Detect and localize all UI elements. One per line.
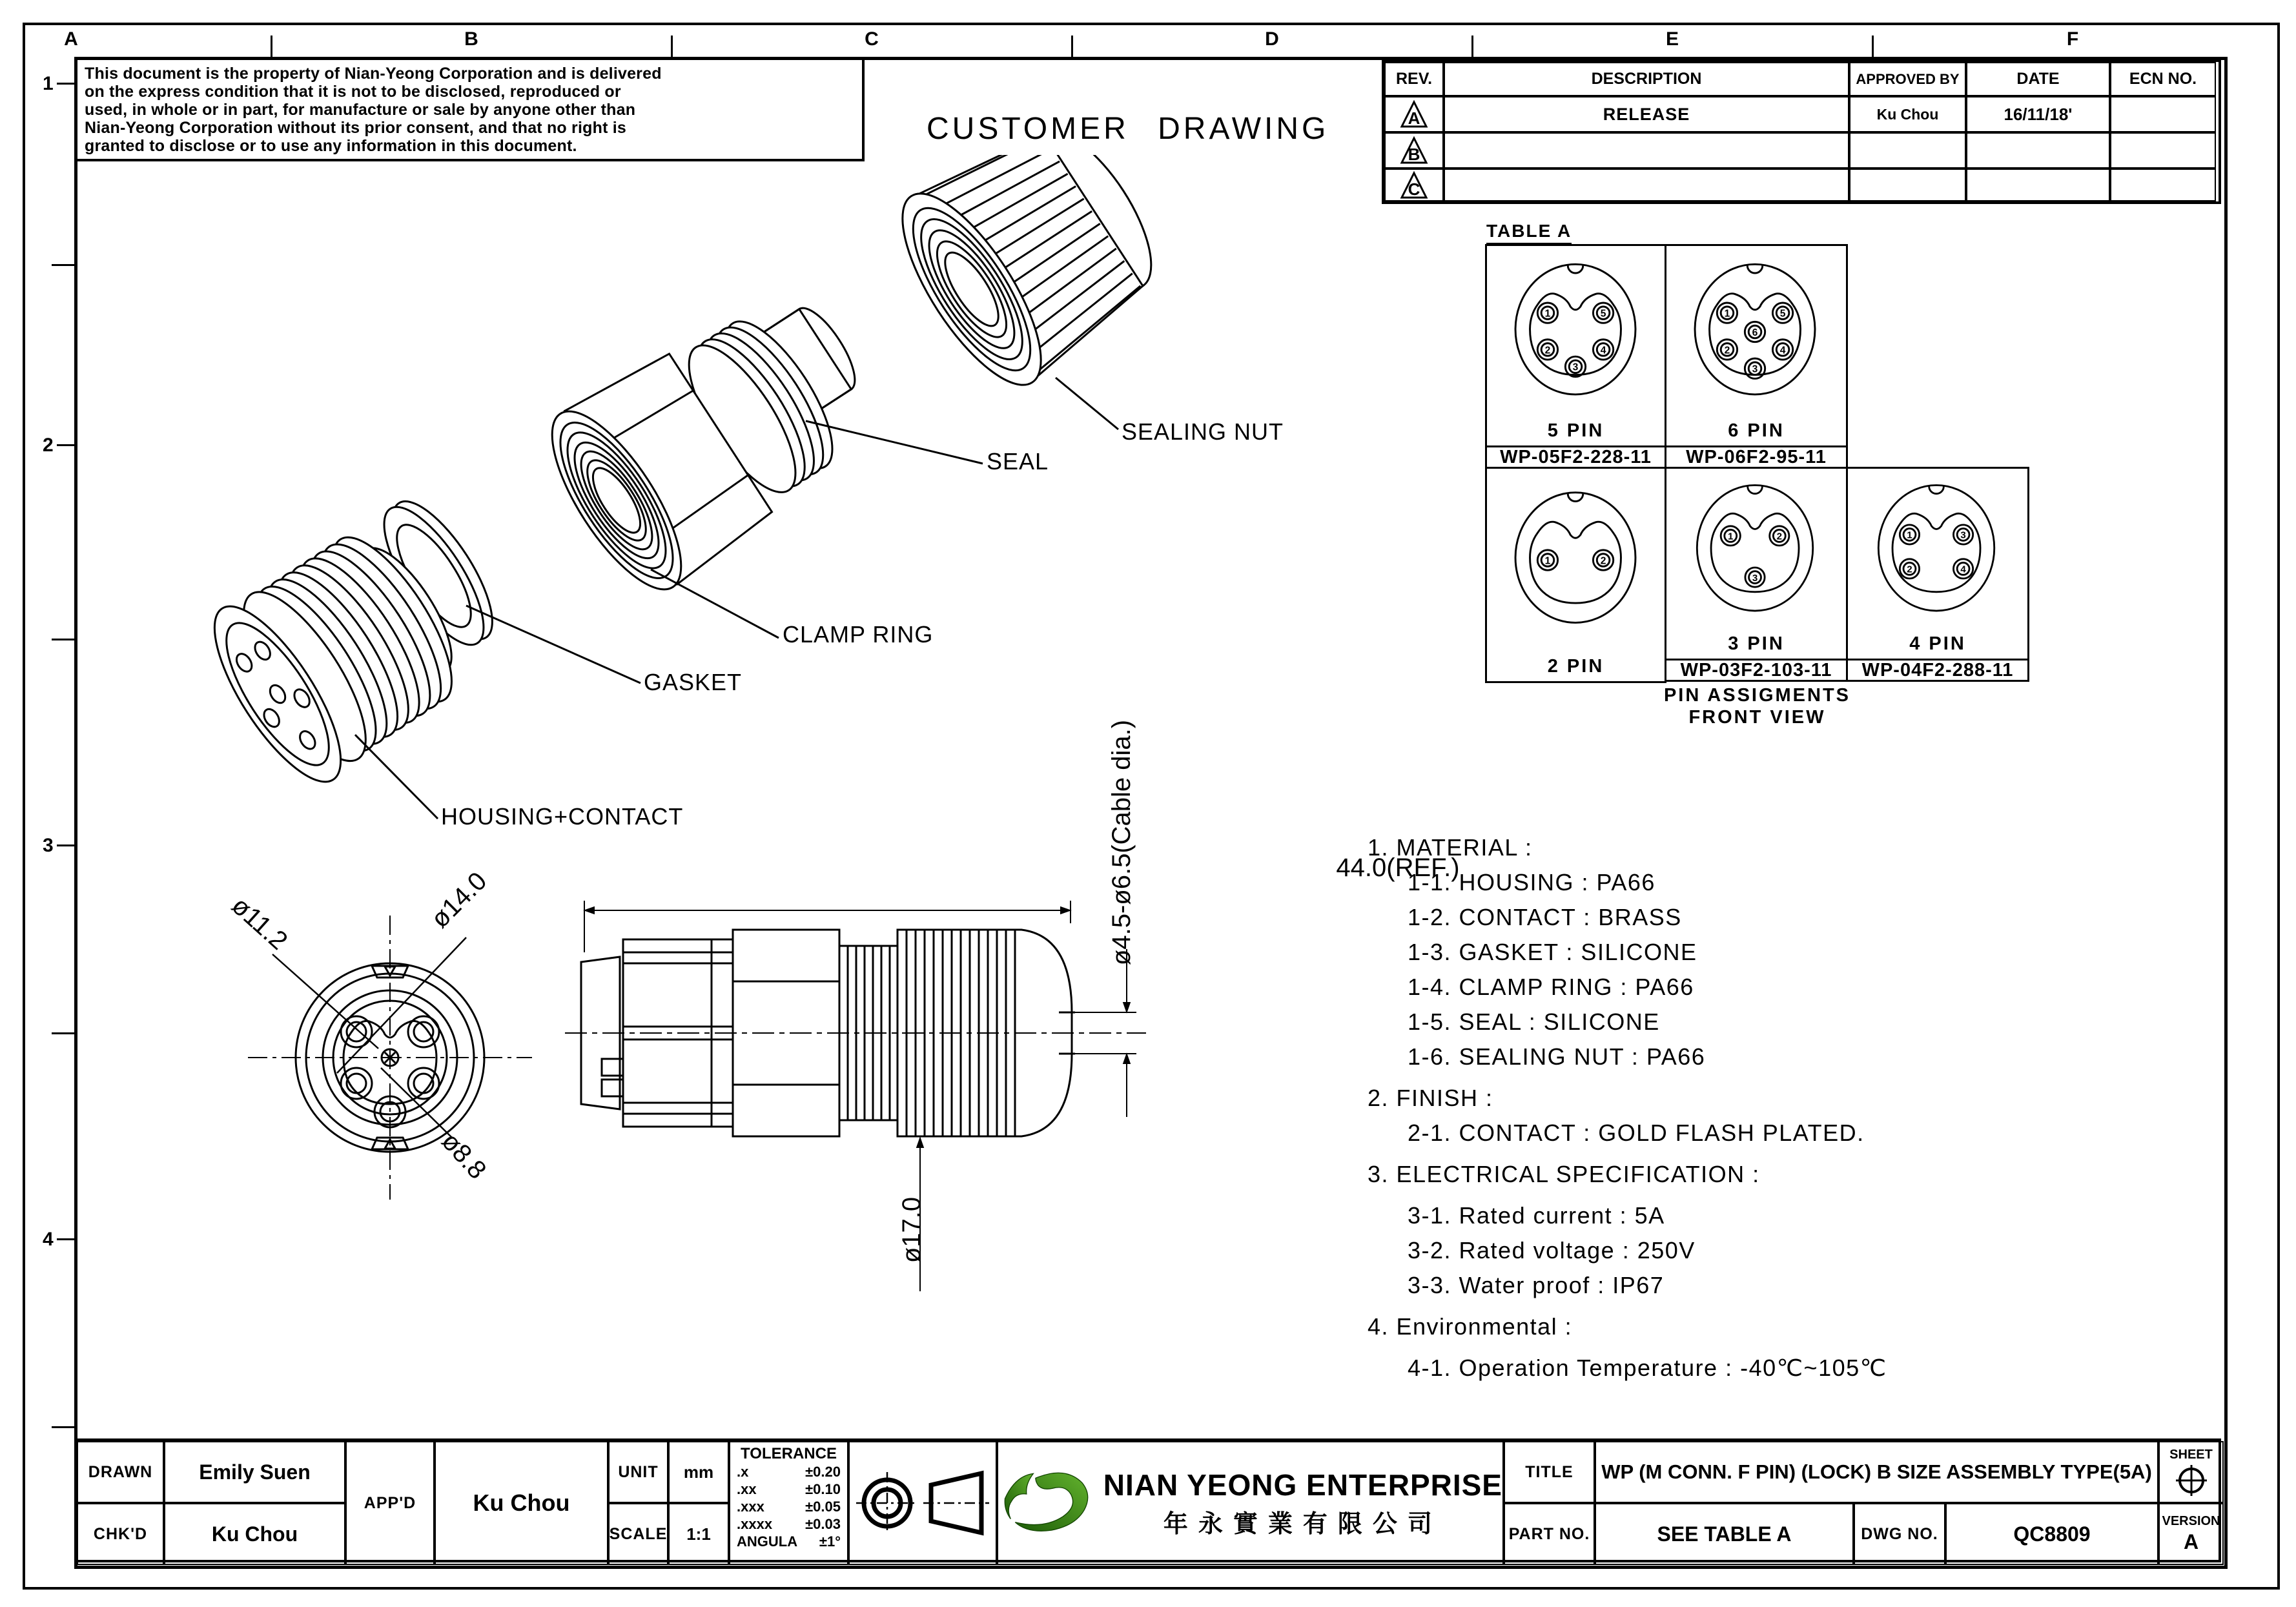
table-a-cell-6pin: [1665, 244, 1848, 447]
dim-cable-dia: ø4.5-ø6.5(Cable dia.): [1107, 719, 1136, 966]
grid-col-d: D: [1265, 28, 1279, 50]
label-clamp-ring: CLAMP RING: [783, 621, 934, 648]
connector-face-6pin: [1666, 246, 1844, 419]
note-line: 1. MATERIAL :: [1368, 834, 1533, 861]
svg-text:1: 1: [1724, 308, 1730, 320]
side-view-drawing: [562, 839, 1156, 1304]
rev-a-ecn: [2110, 96, 2216, 132]
label-housing-contact: HOUSING+CONTACT: [441, 803, 684, 830]
svg-text:3: 3: [1572, 362, 1579, 373]
company-name-zh: 年永實業有限公司: [1163, 1510, 1442, 1538]
grid-col-f: F: [2066, 28, 2079, 50]
connector-caption: 4 PIN: [1909, 633, 1966, 654]
table-a-cell-2pin: [1485, 467, 1666, 683]
svg-text:3: 3: [1752, 572, 1758, 584]
grid-col-b: B: [464, 28, 478, 50]
rev-a-triangle: [1384, 96, 1444, 132]
svg-text:A: A: [1408, 108, 1420, 128]
label-sealing-nut: SEALING NUT: [1122, 418, 1284, 445]
svg-text:5: 5: [1779, 308, 1786, 320]
title-block: [74, 1438, 2221, 1562]
note-line: 4. Environmental :: [1368, 1313, 1573, 1340]
rev-b-approved: [1849, 132, 1966, 169]
table-a-cell-3pin: [1665, 467, 1848, 660]
notice-line: Nian-Yeong Corporation without its prior consent, and that no right is: [85, 119, 626, 137]
connector-caption: 3 PIN: [1728, 633, 1785, 654]
drawn-label: DRAWN: [77, 1441, 164, 1503]
note-line: 1-4. CLAMP RING : PA66: [1408, 974, 1694, 1000]
notes-section: [1368, 830, 1887, 1386]
note-line: 1-5. SEAL : SILICONE: [1408, 1008, 1660, 1035]
note-line: 4-1. Operation Temperature : -40℃~105℃: [1408, 1355, 1887, 1381]
note-line: 3-2. Rated voltage : 250V: [1408, 1237, 1696, 1264]
rev-header-ecn: ECN NO.: [2110, 62, 2216, 96]
part-no-label: PART NO.: [1504, 1503, 1595, 1565]
note-line: 2. FINISH :: [1368, 1085, 1493, 1111]
note-line: 3-1. Rated current : 5A: [1408, 1202, 1665, 1229]
grid-col-c: C: [865, 28, 879, 50]
title-value: WP (M CONN. F PIN) (LOCK) B SIZE ASSEMBLY TYPE(5A): [1595, 1441, 2158, 1503]
connector-caption: 5 PIN: [1547, 420, 1604, 441]
svg-text:B: B: [1408, 145, 1420, 164]
svg-text:1: 1: [1544, 555, 1551, 567]
notice-line: on the express condition that it is not to be disclosed, reproduced or: [85, 83, 621, 101]
svg-text:5: 5: [1600, 308, 1606, 320]
rev-a-description: RELEASE: [1444, 96, 1849, 132]
connector-caption: 2 PIN: [1547, 656, 1604, 677]
note-line: 1-1. HOUSING : PA66: [1408, 869, 1655, 896]
rev-a-date: 16/11/18': [1966, 96, 2110, 132]
grid-row-1: 1: [43, 73, 54, 94]
part-no-value: SEE TABLE A: [1595, 1503, 1854, 1565]
sheet-target-icon: [2175, 1464, 2208, 1497]
rev-c-date: [1966, 169, 2110, 201]
part-number-6pin: WP-06F2-95-11: [1665, 445, 1848, 469]
svg-text:2: 2: [1724, 345, 1730, 356]
revision-table: [1382, 59, 2221, 204]
version-value: A: [2183, 1530, 2199, 1553]
svg-text:1: 1: [1907, 529, 1912, 541]
leader-sealing-nut: [1056, 378, 1118, 429]
table-a-caption: [1485, 684, 2029, 728]
company-logo-cell: [997, 1441, 1504, 1565]
rev-c-triangle: [1384, 169, 1444, 201]
svg-text:2: 2: [1544, 345, 1551, 356]
rev-c-description: [1444, 169, 1849, 201]
rev-header-date: DATE: [1966, 62, 2110, 96]
dim-front-d3: ø8.8: [436, 1127, 492, 1185]
svg-text:2: 2: [1776, 531, 1783, 542]
note-line: 3-3. Water proof : IP67: [1408, 1272, 1665, 1298]
sealing-nut-part: [877, 155, 1184, 404]
property-notice: [74, 57, 865, 161]
svg-text:4: 4: [1600, 345, 1606, 356]
appd-value: Ku Chou: [435, 1441, 608, 1565]
sheet-cell: [2158, 1441, 2224, 1503]
grid-row-2: 2: [43, 435, 54, 456]
dim-front-d2: ø14.0: [425, 866, 493, 934]
svg-text:4: 4: [1960, 564, 1966, 575]
exploded-view-drawing: [77, 155, 1356, 865]
table-a-label: TABLE A: [1486, 221, 1572, 245]
rev-b-date: [1966, 132, 2110, 169]
leader-clamp-ring: [651, 569, 779, 638]
dwg-no-label: DWG NO.: [1854, 1503, 1945, 1565]
part-number-3pin: WP-03F2-103-11: [1665, 659, 1848, 682]
projection-symbol-cell: [848, 1441, 997, 1565]
svg-text:3: 3: [1960, 529, 1966, 541]
version-cell: [2158, 1503, 2224, 1565]
sheet-label: SHEET: [2169, 1447, 2213, 1462]
tolerance-header: TOLERANCE: [741, 1445, 837, 1462]
unit-value: mm: [668, 1441, 729, 1503]
note-line: 1-6. SEALING NUT : PA66: [1408, 1043, 1706, 1070]
label-seal: SEAL: [987, 448, 1049, 475]
svg-text:1: 1: [1544, 308, 1551, 320]
note-line: 2-1. CONTACT : GOLD FLASH PLATED.: [1408, 1120, 1865, 1146]
tolerance-box: TOLERANCE .x ±0.20 .xx ±0.10 .xxx ±0.05 .xxxx ±0.03 ANGULA ±1°: [729, 1441, 848, 1565]
svg-text:2: 2: [1600, 555, 1606, 567]
version-label: VERSION: [2162, 1514, 2220, 1528]
rev-b-description: [1444, 132, 1849, 169]
company-name-en: NIAN YEONG ENTERPRISE: [1103, 1468, 1502, 1502]
third-angle-projection-icon: [850, 1442, 996, 1564]
scale-value: 1:1: [668, 1503, 729, 1565]
front-view-drawing: [239, 904, 600, 1240]
rev-b-triangle: [1384, 132, 1444, 169]
revision-triangle-icon: [1399, 170, 1429, 200]
svg-text:1: 1: [1728, 531, 1734, 542]
notice-line: This document is the property of Nian-Yeong Corporation and is delivered: [85, 65, 662, 83]
chkd-label: CHK'D: [77, 1503, 164, 1565]
chkd-value: Ku Chou: [164, 1503, 345, 1565]
dim-body-dia: ø17.0: [897, 1196, 926, 1264]
rev-c-approved: [1849, 169, 1966, 201]
connector-face-3pin: [1666, 469, 1844, 633]
leader-gasket: [466, 606, 641, 683]
page-title: CUSTOMER DRAWING: [927, 112, 1329, 146]
grid-col-a: A: [64, 28, 78, 50]
dim-front-d1: ø11.2: [226, 891, 293, 956]
front-view-caption: FRONT VIEW: [1688, 707, 1826, 728]
revision-triangle-icon: [1399, 136, 1429, 165]
rev-c-ecn: [2110, 169, 2216, 201]
rev-a-approved: Ku Chou: [1849, 96, 1966, 132]
grid-row-3: 3: [43, 835, 54, 856]
connector-face-2pin: [1487, 469, 1665, 653]
leader-housing: [355, 735, 438, 819]
notice-line: granted to disclose or to use any information in this document.: [85, 137, 577, 155]
pin-assignments-caption: PIN ASSIGMENTS: [1663, 685, 1851, 706]
rev-header-description: DESCRIPTION: [1444, 62, 1849, 96]
label-gasket: GASKET: [644, 669, 743, 695]
table-a-cell-5pin: [1485, 244, 1666, 447]
scale-label: SCALE: [608, 1503, 668, 1565]
grid-row-4: 4: [43, 1229, 54, 1250]
svg-text:2: 2: [1907, 564, 1912, 575]
rev-header-rev: REV.: [1384, 62, 1444, 96]
drawn-value: Emily Suen: [164, 1441, 345, 1503]
grid-col-e: E: [1665, 28, 1679, 50]
nian-yeong-logo-icon: [998, 1464, 1092, 1542]
svg-text:C: C: [1408, 179, 1420, 199]
svg-text:3: 3: [1752, 363, 1758, 375]
part-number-5pin: WP-05F2-228-11: [1485, 445, 1666, 469]
rev-b-ecn: [2110, 132, 2216, 169]
svg-text:4: 4: [1779, 345, 1786, 356]
note-line: 1-3. GASKET : SILICONE: [1408, 939, 1697, 965]
dim-length-ref: 44.0(REF.): [1336, 854, 1460, 882]
appd-label: APP'D: [345, 1441, 435, 1565]
title-label: TITLE: [1504, 1441, 1595, 1503]
connector-caption: 6 PIN: [1728, 420, 1785, 441]
connector-face-4pin: [1848, 469, 2025, 633]
unit-label: UNIT: [608, 1441, 668, 1503]
dwg-no-value: QC8809: [1945, 1503, 2158, 1565]
revision-triangle-icon: [1399, 99, 1429, 129]
notice-line: used, in whole or in part, for manufacture or sale by anyone other than: [85, 101, 636, 119]
rev-header-approved: APPROVED BY: [1849, 62, 1966, 96]
table-a-cell-4pin: [1846, 467, 2029, 660]
part-number-4pin: WP-04F2-288-11: [1846, 659, 2029, 682]
svg-text:6: 6: [1752, 327, 1758, 338]
note-line: 1-2. CONTACT : BRASS: [1408, 904, 1682, 930]
note-line: 3. ELECTRICAL SPECIFICATION :: [1368, 1161, 1760, 1187]
connector-face-5pin: [1487, 246, 1665, 419]
